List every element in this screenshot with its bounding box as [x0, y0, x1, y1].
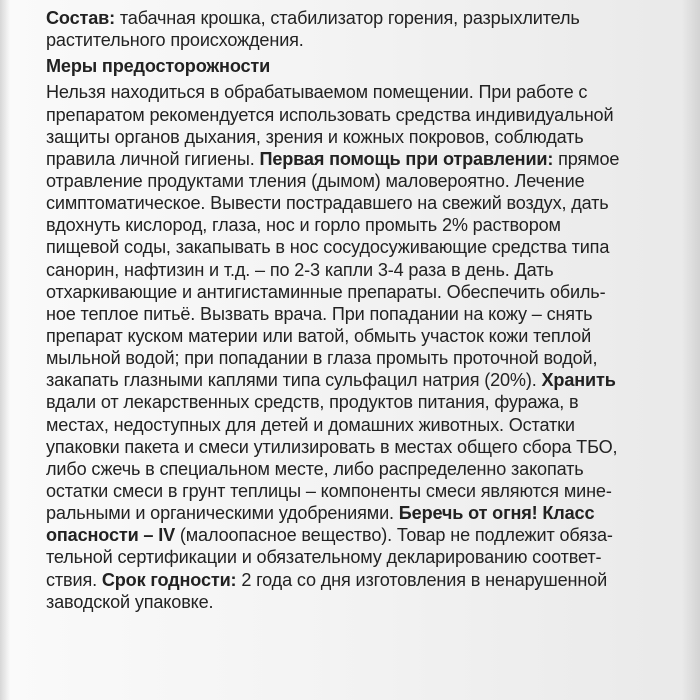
body-line-6: симптоматическое. Вывести пострадавшего на свежий воздух, дать: [46, 193, 609, 214]
body-line-2: препаратом рекомендуется использовать средства индивидуальной: [46, 104, 614, 125]
body-line-5: отравление продуктами тления (дымом) маловероятно. Лечение: [46, 170, 585, 191]
body-line-3: защиты органов дыхания, зрения и кожных покровов, соблюдать: [46, 126, 584, 147]
body-line-20-start: ральными и органическими удобрениями.: [46, 503, 399, 524]
body-line-22: тельной сертификации и обязательному декларированию соответ-: [46, 547, 602, 568]
composition-text-cont: растительного происхождения.: [46, 30, 304, 51]
body-line-4: [46, 148, 672, 170]
body-line-8: пищевой соды, закапывать в нос сосудосуживающие средства типа: [46, 237, 610, 258]
body-line-4-end: прямое: [553, 148, 620, 169]
body-line-21: [46, 524, 672, 546]
right-fold-shadow: [682, 0, 700, 700]
hazard-class: опасности – IV: [46, 525, 176, 546]
body-line-1: Нельзя находиться в обрабатываемом помещении. При работе с: [46, 82, 588, 103]
body-line-16: местах, недоступных для детей и домашних животных. Остатки: [46, 414, 575, 435]
body-line-14: [46, 369, 672, 391]
body-line-14-start: закапать глазными каплями типа сульфацил натрия (20%).: [46, 370, 542, 391]
body-line-21-end: (малоопасное вещество). Товар не подлежит обяза-: [175, 525, 613, 546]
left-fold-shadow: [0, 0, 10, 700]
body-line-15: вдали от лекарственных средств, продуктов питания, фуража, в: [46, 392, 579, 413]
instructions-text: [46, 7, 672, 613]
body-line-9: санорин, нафтизин и т.д. – по 2-3 капли 3-4 раза в день. Дать: [46, 259, 554, 280]
body-line-10: отхаркивающие и антигистаминные препараты. Обеспечить обиль-: [46, 281, 606, 302]
fire-warning: Беречь от огня! Класс: [398, 503, 595, 524]
body-line-13: мыльной водой; при попадании в глаза промыть проточной водой,: [46, 348, 598, 369]
composition-line: [46, 7, 672, 29]
body-line-24: заводской упаковке.: [46, 591, 214, 612]
shelf-life-text: 2 года со дня изготовления в ненарушенной: [236, 569, 608, 590]
body-line-4-start: правила личной гигиены.: [46, 148, 260, 169]
storage-heading: Хранить: [541, 370, 616, 391]
composition-label: Состав:: [46, 8, 115, 28]
body-line-20: [46, 502, 672, 524]
first-aid-heading: Первая помощь при отравлении:: [259, 148, 554, 169]
body-line-11: ное теплое питьё. Вызвать врача. При попадании на кожу – снять: [46, 303, 593, 324]
body-line-19: остатки смеси в грунт теплицы – компоненты смеси являются мине-: [46, 480, 612, 501]
body-line-23-start: ствия.: [46, 569, 102, 590]
body-line-17: упаковки пакета и смеси утилизировать в местах общего сбора ТБО,: [46, 436, 618, 457]
body-line-23: [46, 569, 672, 591]
body-line-12: препарат куском материи или ватой, обмыть участок кожи теплой: [46, 325, 592, 346]
precautions-heading: Меры предосторожности: [46, 56, 271, 77]
composition-line-2: [46, 29, 672, 51]
body-line-18: либо сжечь в специальном месте, либо распределенно закопать: [46, 458, 584, 479]
shelf-life-label: Срок годности:: [101, 569, 237, 590]
composition-text: табачная крошка, стабилизатор горения, разрыхлитель: [114, 8, 580, 28]
body-line-7: вдохнуть кислород, глаза, нос и горло промыть 2% раствором: [46, 215, 561, 236]
